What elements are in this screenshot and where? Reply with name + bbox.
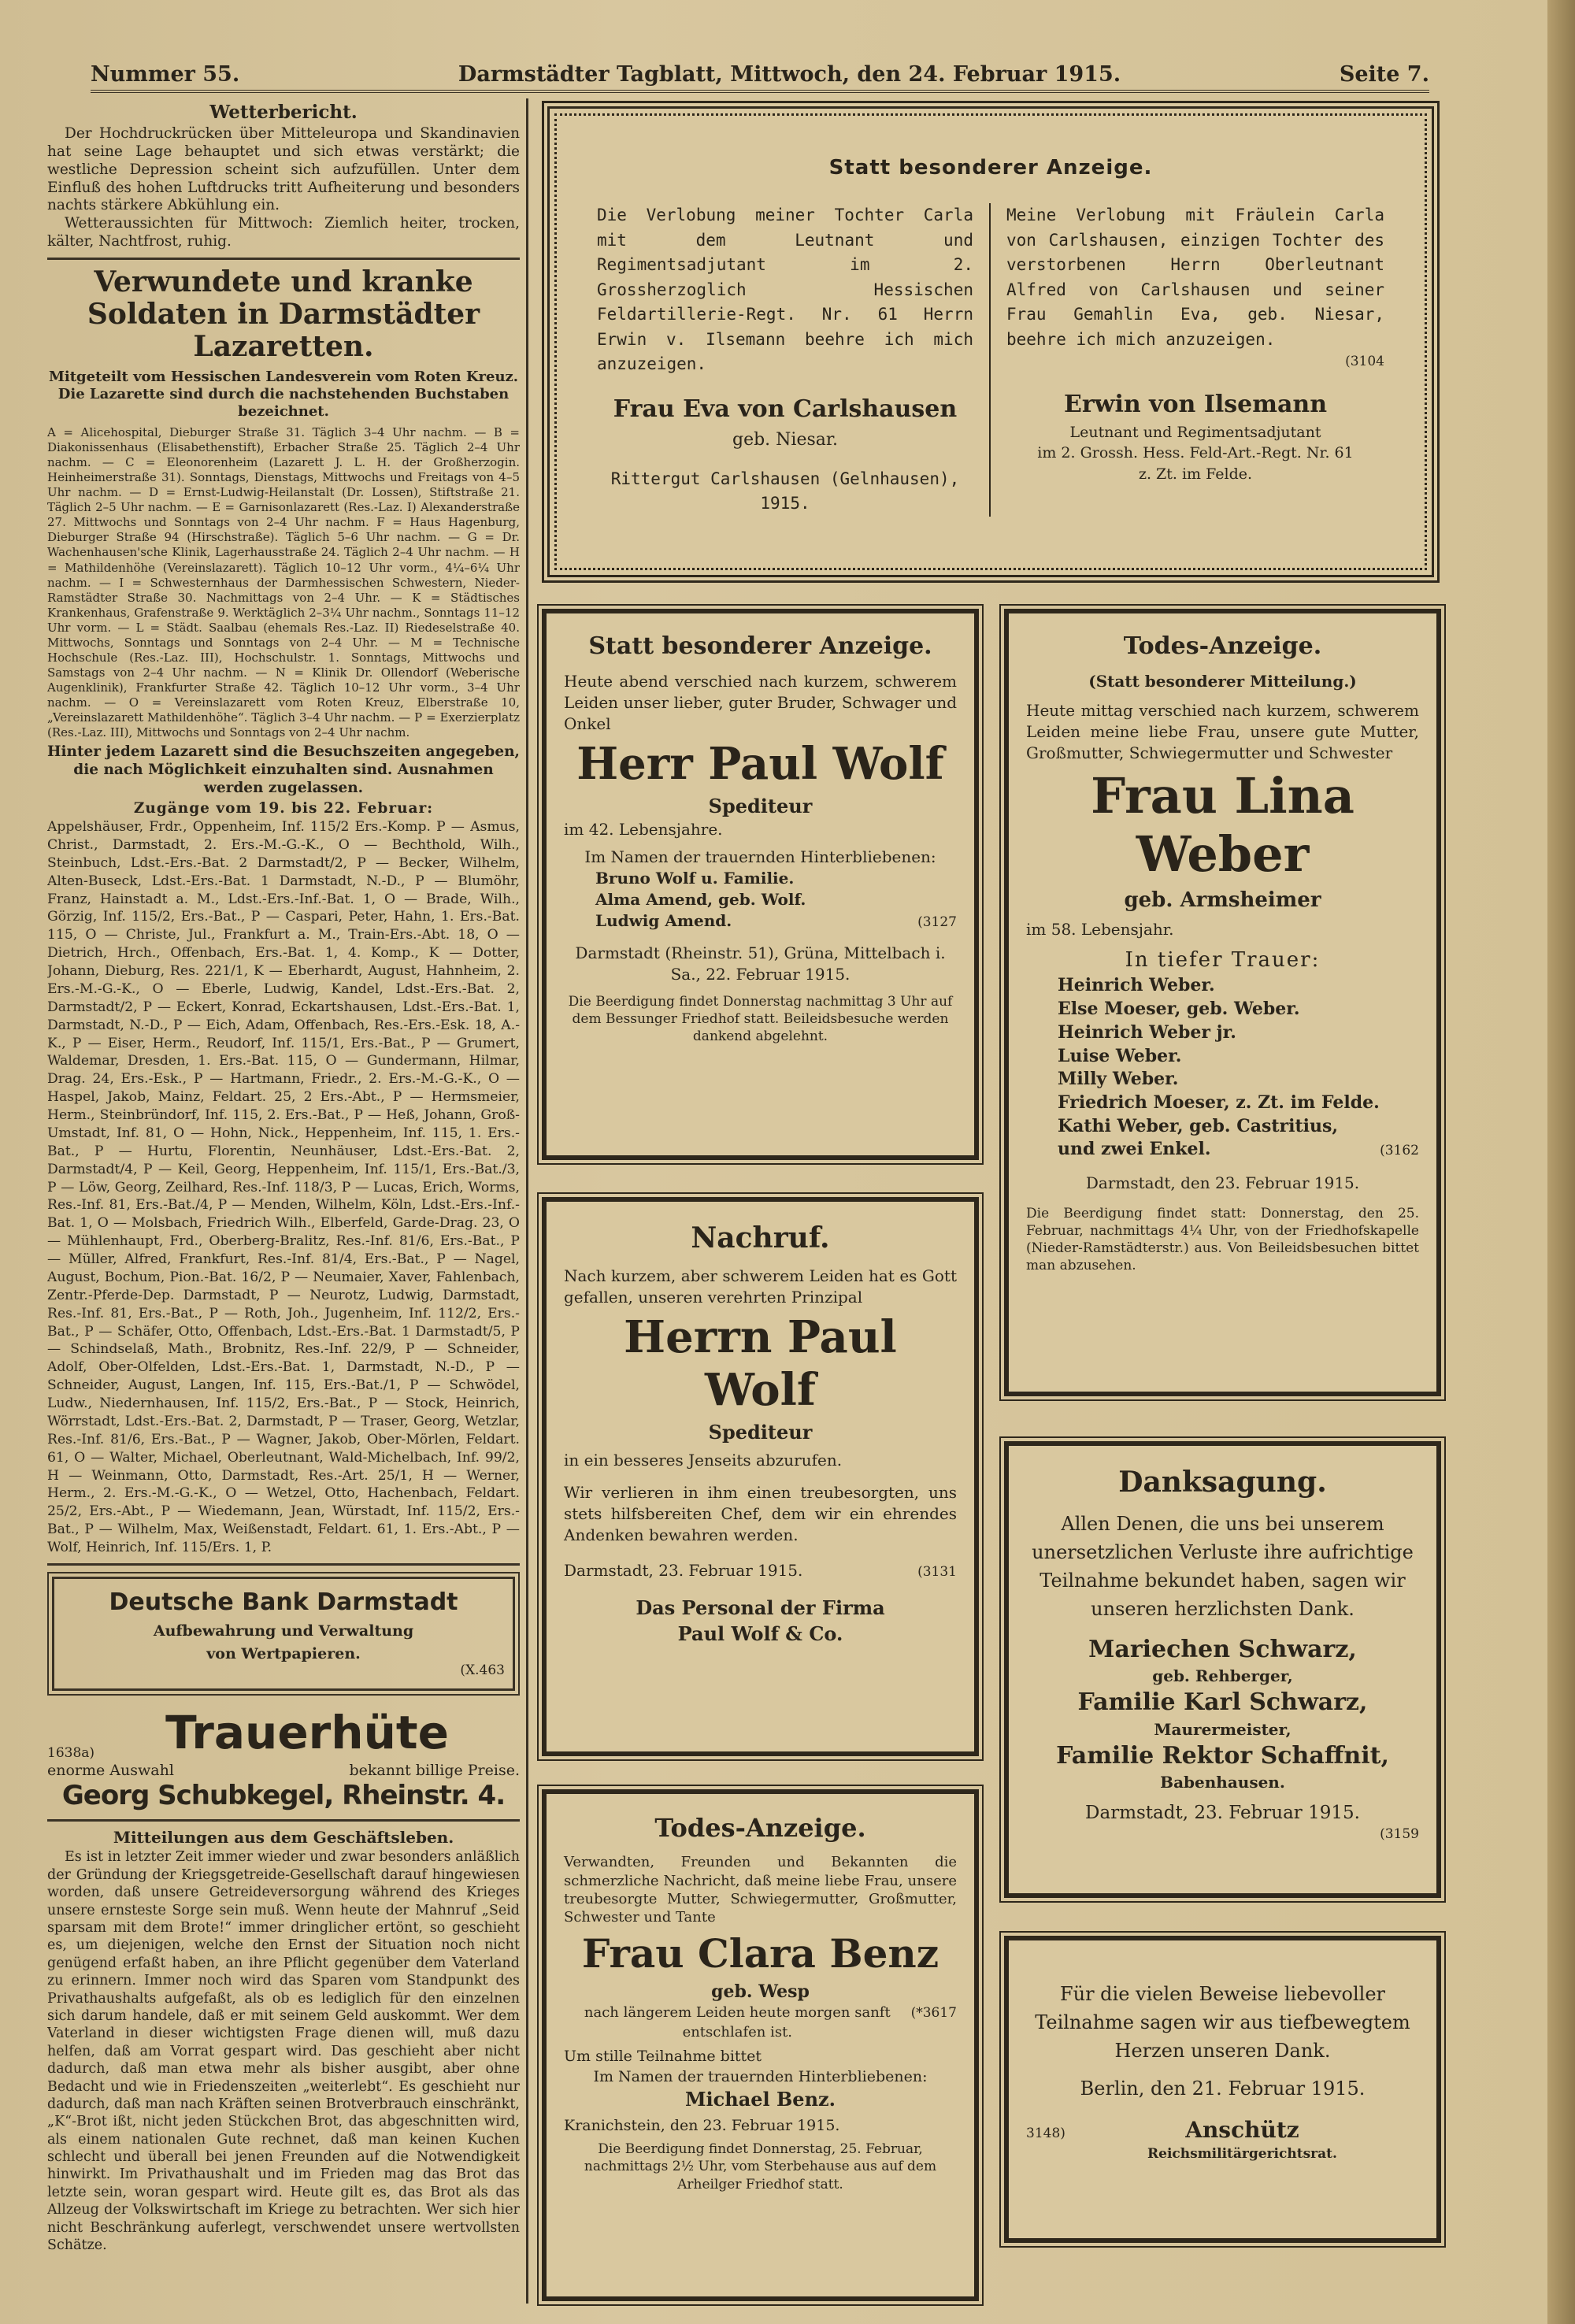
thanks-place: Darmstadt, 23. Februar 1915. bbox=[1085, 1803, 1360, 1824]
thanks-sig3b: Babenhausen. bbox=[1160, 1773, 1285, 1792]
column-divider bbox=[526, 98, 528, 2304]
nachruf-text: Wir verlieren in ihm einen treubesorgten, uns stets hilfsbereiten Chef, dem wir ein ehrendes Andenken bewahren werden. bbox=[564, 1483, 957, 1545]
anschuetz-text: Für die vielen Beweise liebevoller Teilnahme sagen wir aus tiefbewegtem Herzen unseren Dank. bbox=[1035, 1983, 1410, 2062]
engagement-left-place: Rittergut Carlshausen (Gelnhausen), 1915. bbox=[610, 469, 960, 513]
divider bbox=[47, 1563, 520, 1566]
hats-ref: 1638a) bbox=[47, 1744, 95, 1761]
hats-firm: Georg Schubkegel, Rheinstr. 4. bbox=[61, 1780, 506, 1812]
thanks-ref: (3159 bbox=[1380, 1826, 1419, 1843]
anschuetz-ref: 3148) bbox=[1026, 2126, 1065, 2142]
visiting-note: Hinter jedem Lazarett sind die Besuchszeiten angegeben, die nach Möglichkeit einzuhalten sind. Ausnahmen werden zugelassen. bbox=[47, 743, 520, 796]
anschuetz-thanks bbox=[1004, 1936, 1441, 2243]
nachruf-head: Nachruf. bbox=[691, 1221, 830, 1255]
weber-mourner-8: und zwei Enkel. bbox=[1058, 1139, 1211, 1160]
wolf-obituary bbox=[542, 1197, 979, 1756]
benz-funeral: Die Beerdigung findet Donnerstag, 25. Februar, nachmittags 2½ Uhr, vom Sterbehause aus auf dem Arheilger Friedhof statt. bbox=[584, 2141, 937, 2192]
page-number: Seite 7. bbox=[1339, 61, 1429, 87]
wolf-role: Spediteur bbox=[708, 794, 813, 817]
wolf-funeral: Die Beerdigung findet Donnerstag nachmittag 3 Uhr auf dem Bessunger Friedhof statt. Beileidsbesuche werden dankend abgelehnt. bbox=[568, 994, 953, 1045]
benz-mourner-1: Michael Benz. bbox=[684, 2088, 836, 2111]
wolf-age: im 42. Lebensjahre. bbox=[564, 820, 723, 840]
anschuetz-sig: Anschütz bbox=[1185, 2117, 1299, 2144]
business-title: Mitteilungen aus dem Geschäftsleben. bbox=[113, 1827, 454, 1847]
weber-mourner-3: Heinrich Weber jr. bbox=[1058, 1021, 1236, 1043]
issue-number: Nummer 55. bbox=[91, 61, 240, 87]
weber-mourning: In tiefer Trauer: bbox=[1125, 948, 1321, 973]
benz-born: geb. Wesp bbox=[711, 1981, 810, 2002]
thanks-sig2: Familie Karl Schwarz, bbox=[1077, 1688, 1368, 1717]
anschuetz-place: Berlin, den 21. Februar 1915. bbox=[1080, 2078, 1366, 2100]
benz-name: Frau Clara Benz bbox=[581, 1929, 939, 1977]
thanks-notice bbox=[1004, 1441, 1441, 1898]
hats-title: Trauerhüte bbox=[165, 1706, 449, 1760]
wolf-name: Herr Paul Wolf bbox=[576, 737, 944, 790]
weber-mourner-1: Heinrich Weber. bbox=[1058, 975, 1215, 996]
nachruf-place: Darmstadt, 23. Februar 1915. bbox=[564, 1561, 803, 1581]
weber-place: Darmstadt, den 23. Februar 1915. bbox=[1085, 1173, 1360, 1192]
weber-head: Todes-Anzeige. bbox=[1123, 632, 1322, 660]
page-edge bbox=[1547, 0, 1575, 2324]
wolf-death-notice bbox=[542, 609, 979, 1160]
weber-mourner-7: Kathi Weber, geb. Castritius, bbox=[1058, 1115, 1339, 1136]
thanks-head: Danksagung. bbox=[1118, 1466, 1327, 1499]
engagement-right bbox=[991, 203, 1400, 517]
weather-text: Der Hochdruckrücken über Mitteleuropa und Skandinavien hat seine Lage behauptet und sich etwas verstärkt; die westliche Depression scheint sich aufzufüllen. Unter dem Einfluß des hohen Luftdrucks tritt Aufheiterung und besonders nachts stärkere Abkühlung ein. bbox=[47, 125, 520, 214]
weber-death-notice bbox=[1004, 609, 1441, 1396]
business-text: Es ist in letzter Zeit immer wieder und zwar besonders anläßlich der Gründung der Kriegsgetreide-Gesellschaft darauf hingewiesen worden, daß unsere Getreideversorgung während des Krieges unsere ernsteste Sorge sein muß. Wenn heute der Mahnruf „Seid sparsam mit dem Brote!“ immer dringlicher ertönt, so geschieht es, um diejenigen, welche den Ernst der Situation noch nicht genügend erfaßt haben, an ihre Pflicht gegenüber dem Vaterland zu erinnern. Immer noch wird das Sparen vom Standpunkt des Privathaushalts aufgefaßt, als ob es lediglich für den einzelnen sich darum handele, daß er mit seinem Geld auskommt. Wer dem Vaterland in dieser wichtigsten Frage dienen will, muß dazu helfen, daß am Vorrat gespart wird. Das geschieht aber nicht dadurch, daß man etwa mehr als bisher ausgibt, aber ohne Bedacht und wie in Friedenszeiten „weiterlebt“. Es geschieht nur dadurch, daß man nach Kräften seinen Brotverbrauch einschränkt, „K“-Brot ißt, nicht jeden Stückchen Brot, das abgeschnitten wird, als einem nationalen Gute rechnet, daß man keinen Kuchen schlecht und überall bei jenen Freunden auf die Notwendigkeit hinwirkt. Im Privathaushalt und im Frieden mag das Brot das letzte sein, woran gespart wird. Heute gilt es, das Brot als das Allzeug der Volkswirtschaft im Kriege zu betrachten. Wer sich hier nicht Beschränkung auferlegt, verschwendet unsere wertvollsten Schätze. bbox=[47, 1849, 520, 2254]
engagement-right-text: Meine Verlobung mit Fräulein Carla von Carlshausen, einzigen Tochter des verstorbenen Herrn Oberleutnant Alfred von Carlshausen und seiner Frau Gemahlin Eva, geb. Niesar, beehre ich mich anzuzeigen. bbox=[1006, 206, 1384, 349]
engagement-right-ref: (3104 bbox=[1345, 354, 1384, 369]
bank-sub2: von Wertpapieren. bbox=[206, 1644, 361, 1662]
anschuetz-sig2: Reichsmilitärgerichtsrat. bbox=[1147, 2146, 1337, 2163]
nachruf-sig1: Das Personal der Firma bbox=[636, 1596, 885, 1620]
weber-age: im 58. Lebensjahr. bbox=[1026, 920, 1174, 940]
arrivals-list: Appelshäuser, Frdr., Oppenheim, Inf. 115/2 Ers.-Komp. P — Asmus, Christ., Darmstadt, 2. Ers.-M.-G.-K., O — Bechthold, Wilh., Steinbuch, Ldst.-Ers.-Bat. 2 Darmstadt/2, P — Becker, Wilhelm, Alten-Buseck, Ldst.-Ers.-Bat. 1 Darmstadt, N.-D., P — Blumöhr, Franz, Hainstadt a. M., Ldst.-Ers.-Inf.-Bat. 1, O — Brade, Wilh., Görzig, Inf. 115/2, Ers.-Bat., P — Caspari, Peter, Hahn, 1. Ers.-Bat. 115, O — Christe, Jul., Frankfurt a. M., Train-Ers.-Abt. 18, O — Dietrich, Hrch., Offenbach, Ers.-Bat. 1, 4. Komp., K — Dotter, Johann, Dieburg, Res. 221/1, K — Eberhardt, August, Hahnheim, 2. Ers.-M.-G.-K., O — Eberle, Ludwig, Kandel, Ldst.-Ers.-Bat. 2, Darmstadt/2, P — Eckert, Konrad, Eckartshausen, Ldst.-Ers.-Bat. 1, Darmstadt, N.-D., P — Eich, Adam, Offenbach, Res.-Ers.-Esk. 18, A.-K., P — Eiser, Herm., Reudorf, Inf. 115/1, Ers.-Bat., P — Grumert, Waldemar, Dresden, 1. Ers.-Bat. 115, O — Gundermann, Hilmar, Drag. 24, Ers.-Esk., P — Hartmann, Friedr., 2. Ers.-M.-G.-K., O — Haspel, Jakob, Mainz, Feldart. 25, 2 Ers.-Abt., P — Hermsmeier, Herm., Steinbründorf, Inf. 115, 2. Ers.-Bat., P — Heß, Johann, Groß-Umstadt, Inf. 81, O — Hohn, Nick., Heppenheim, Inf. 115, 1. Ers.-Bat., P — Hurtu, Florentin, Neunhäuser, Ldst.-Ers.-Bat. 2, Darmstadt/4, P — Keil, Georg, Heppenheim, Inf. 115/1, Ers.-Bat./3, P — Löw, Georg, Zeilhard, Res.-Inf. 118/3, P — Lucas, Erich, Worms, Res.-Inf. 81, Ers.-Bat./4, P — Menden, Wilhelm, Köln, Ldst.-Ers.-Inf.-Bat. 1, O — Molsbach, Friedrich Wilh., Elberfeld, Garde-Drag. 23, O — Mühlenhaupt, Frd., Oberberg-Bralitz, Res.-Inf. 81/6, Ers.-Bat., P — Müller, Alfred, Frankfurt, Res.-Inf. 81/4, Ers.-Bat., P — Nagel, August, Bochum, Pion.-Bat. 16/2, P — Neumaier, Xaver, Fahlenbach, Zentr.-Pferde-Dep. Darmstadt, P — Neurotz, Ludwig, Darmstadt, Res.-Inf. 81, Ers.-Bat., P — Roth, Joh., Jugenheim, Inf. 112/2, Ers.-Bat., P — Schäfer, Otto, Offenbach, Ldst.-Ers.-Bat. 1 Darmstadt/5, P — Schindselaß, Math., Brobnitz, Res.-Inf. 22/9, P — Schneider, Adolf, Ober-Olfelden, Ldst.-Ers.-Bat. 1, Darmstadt, N.-D., P — Schneider, August, Langen, Inf. 115, Ers.-Bat./1, P — Schwödel, Ludw., Niedernhausen, Inf. 115/2, Ers.-Bat., P — Stock, Heinrich, Wörrstadt, Ldst.-Ers.-Bat. 2, Darmstadt, P — Traser, Georg, Wetzlar, Res.-Inf. 81/6, Ers.-Bat., P — Wagner, Jakob, Ober-Mörlen, Feldart. 61, O — Walter, Michael, Oberleutnant, Wald-Michelbach, Inf. 99/2, H — Weinmann, Otto, Darmstadt, Res.-Art. 25/1, H — Werner, Herm., 2. Ers.-M.-G.-K., O — Wetzel, Otto, Hachenbach, Feldart. 25/2, Ers.-Abt., P — Wiedemann, Jean, Würstadt, Inf. 115/2, Ers.-Bat., P — Wilhelm, Max, Weißenstadt, Feldart. 61, 1. Ers.-Abt., P — Wolf, Heinrich, Inf. 115/Ers. 1, P. bbox=[47, 819, 520, 1556]
page-header bbox=[91, 61, 1429, 93]
weber-born: geb. Armsheimer bbox=[1124, 888, 1321, 913]
thanks-sig1b: geb. Rehberger, bbox=[1152, 1666, 1293, 1686]
divider bbox=[47, 258, 520, 260]
soldiers-subtitle: Mitgeteilt vom Hessischen Landesverein vom Roten Kreuz. Die Lazarette sind durch die nachstehenden Buchstaben bezeichnet. bbox=[48, 368, 519, 420]
hats-right: bekannt billige Preise. bbox=[349, 1761, 520, 1779]
wolf-ref: (3127 bbox=[917, 914, 957, 931]
nachruf-name: Herrn Paul Wolf bbox=[624, 1310, 897, 1416]
weber-mourner-2: Else Moeser, geb. Weber. bbox=[1058, 999, 1300, 1020]
weber-name: Frau Lina Weber bbox=[1091, 766, 1354, 883]
arrivals-title: Zugänge vom 19. bis 22. Februar: bbox=[133, 800, 434, 817]
benz-text: nach längerem Leiden heute morgen sanft entschlafen ist. bbox=[584, 2004, 891, 2040]
nachruf-ref: (3131 bbox=[917, 1564, 957, 1581]
nachruf-role: Spediteur bbox=[708, 1420, 813, 1444]
weber-sub: (Statt besonderer Mitteilung.) bbox=[1088, 671, 1357, 691]
engagement-right-sig3: im 2. Grossh. Hess. Feld-Art.-Regt. Nr. 61 bbox=[1037, 444, 1354, 462]
benz-death-notice bbox=[542, 1789, 979, 2301]
weber-mourner-5: Milly Weber. bbox=[1058, 1069, 1179, 1090]
thanks-sig1: Mariechen Schwarz, bbox=[1088, 1635, 1357, 1663]
engagement-right-sig2: Leutnant und Regimentsadjutant bbox=[1069, 423, 1321, 441]
weber-mourner-6: Friedrich Moeser, z. Zt. im Felde. bbox=[1058, 1092, 1380, 1113]
wolf-mourner-3: Ludwig Amend. bbox=[595, 911, 732, 931]
engagement-left bbox=[581, 203, 991, 517]
engagement-right-sig: Erwin von Ilsemann bbox=[1063, 390, 1328, 418]
wolf-place: Darmstadt (Rheinstr. 51), Grüna, Mittelbach i. Sa., 22. Februar 1915. bbox=[575, 943, 946, 984]
weather-forecast: Wetteraussichten für Mittwoch: Ziemlich heiter, trocken, kälter, Nachtfrost, ruhig. bbox=[47, 215, 520, 250]
wolf-mourner-2: Alma Amend, geb. Wolf. bbox=[595, 890, 806, 910]
benz-quiet: Um stille Teilnahme bittet bbox=[564, 2048, 762, 2066]
benz-intro: Verwandten, Freunden und Bekannten die schmerzliche Nachricht, daß meine liebe Frau, unsere treubesorgte Mutter, Schwiegermutter, Großmutter, Schwester und Tante bbox=[564, 1854, 957, 1926]
engagement-head: Statt besonderer Anzeige. bbox=[828, 156, 1153, 180]
hospital-legend: A = Alicehospital, Dieburger Straße 31. Täglich 3–4 Uhr nachm. — B = Diakonissenhaus (Elisabethenstift), Erbacher Straße 25. Täglich 2–4 Uhr nachm. — C = Eleonorenheim (Lazarett J. L. H. der Großherzogin. Heinheimerstraße 31). Sonntags, Dienstags, Mittwochs und Freitags von 4–5 Uhr nachm. — D = Ernst-Ludwig-Heilanstalt (Dr. Lossen), Stiftstraße 21. Täglich 2–5 Uhr nachm. — E = Garnisonlazarett (Res.-Laz. I) Alexanderstraße 27. Mittwochs und Sonntags von 2–4 Uhr nachm. F = Haus Hagenburg, Dieburger Straße 94 (Hirschstraße). Täglich 5–6 Uhr nachm. — G = Dr. Wachenhausen'sche Klinik, Lagerhausstraße 24. Täglich 2–4 Uhr nachm. — H = Mathildenhöhe (Vereinslazarett). Täglich 10–12 Uhr vorm., 4¼–6¼ Uhr nachm. — I = Schwesternhaus der Darmhessischen Schwestern, Nieder-Ramstädter Straße 30. Nachmittags von 2–4 Uhr. — K = Städtisches Krankenhaus, Grafenstraße 9. Werktäglich 2–3¼ Uhr nachm., Sonntags 11–12 Uhr vorm. — L = Städt. Saalbau (ehemals Res.-Laz. II) Riedeselstraße 40. Mittwochs, Sonntags und Sonntags von 2–4 Uhr. — M = Technische Hochschule (Res.-Laz. III), Hochschulstr. 1. Sonntags, Mittwochs und Samstags von 2–4 Uhr nachm. — N = Klinik Dr. Ollendorf (Weberische Augenklinik), Frankfurter Straße 42. Täglich 10–12 Uhr vorm., 3–4 Uhr nachm. — O = Vereinslazarett vom Roten Kreuz, Elberstraße 10, „Vereinslazarett Mathildenhöhe“. Täglich 3–4 Uhr nachm. — P = Exerzierplatz (Res.-Laz. III), Mittwochs und Sonntags von 2–4 Uhr nachm. bbox=[47, 425, 520, 740]
engagement-left-text: Die Verlobung meiner Tochter Carla mit dem Leutnant und Regimentsadjutant im 2. Grossherzoglich Hessischen Feldartillerie-Regt. Nr. 61 Herrn Erwin v. Ilsemann beehre ich mich anzuzeigen. bbox=[597, 206, 973, 373]
benz-mourners-intro: Im Namen der trauernden Hinterbliebenen: bbox=[593, 2067, 928, 2085]
nachruf-sig2: Paul Wolf & Co. bbox=[677, 1622, 843, 1645]
engagement-left-sig2: geb. Niesar. bbox=[732, 429, 838, 450]
divider bbox=[47, 1819, 520, 1822]
bank-ad bbox=[52, 1577, 515, 1691]
thanks-sig2b: Maurermeister, bbox=[1154, 1719, 1292, 1739]
wolf-mourner-1: Bruno Wolf u. Familie. bbox=[595, 869, 795, 888]
wolf-head: Statt besonderer Anzeige. bbox=[588, 632, 932, 660]
wolf-mourners-intro: Im Namen der trauernden Hinterbliebenen: bbox=[584, 847, 936, 867]
weber-funeral: Die Beerdigung findet statt: Donnerstag, den 25. Februar, nachmittags 4¼ Uhr, von der Friedhofskapelle (Nieder-Ramstädterstr.) aus. Von Beileidsbesuchen bittet man abzusehen. bbox=[1026, 1205, 1419, 1274]
benz-head: Todes-Anzeige. bbox=[654, 1813, 866, 1843]
weber-mourner-4: Luise Weber. bbox=[1058, 1045, 1182, 1066]
hats-ad bbox=[47, 1697, 520, 1813]
hats-left: enorme Auswahl bbox=[47, 1761, 174, 1779]
left-column bbox=[47, 98, 520, 2304]
bank-sub1: Aufbewahrung und Verwaltung bbox=[153, 1622, 414, 1640]
thanks-text: Allen Denen, die uns bei unserem unersetzlichen Verluste ihre aufrichtige Teilnahme bekundet haben, sagen wir unseren herzlichsten Dank. bbox=[1032, 1512, 1414, 1620]
thanks-sig3: Familie Rektor Schaffnit, bbox=[1056, 1741, 1389, 1770]
soldiers-title: Verwundete und kranke Soldaten in Darmstädter Lazaretten. bbox=[87, 265, 480, 364]
weber-intro: Heute mittag verschied nach kurzem, schwerem Leiden meine liebe Frau, unsere gute Mutter, Großmutter, Schwiegermutter und Schwester bbox=[1026, 700, 1419, 762]
bank-ref: (X.463 bbox=[460, 1662, 505, 1679]
nachruf-intro: Nach kurzem, aber schwerem Leiden hat es Gott gefallen, unseren verehrten Prinzipal bbox=[564, 1266, 957, 1307]
engagement-left-sig: Frau Eva von Carlshausen bbox=[613, 395, 958, 423]
weber-ref: (3162 bbox=[1380, 1143, 1419, 1159]
engagement-right-sig4: z. Zt. im Felde. bbox=[1138, 465, 1253, 483]
wolf-intro: Heute abend verschied nach kurzem, schwerem Leiden unser lieber, guter Bruder, Schwager und Onkel bbox=[564, 671, 957, 733]
nachruf-sub: in ein besseres Jenseits abzurufen. bbox=[564, 1451, 843, 1470]
engagement-ad bbox=[542, 101, 1440, 583]
benz-ref: (*3617 bbox=[910, 2005, 957, 2022]
benz-place: Kranichstein, den 23. Februar 1915. bbox=[564, 2116, 840, 2134]
bank-name: Deutsche Bank Darmstadt bbox=[109, 1588, 458, 1616]
masthead: Darmstädter Tagblatt, Mittwoch, den 24. Februar 1915. bbox=[458, 61, 1121, 87]
weather-title: Wetterbericht. bbox=[209, 102, 358, 123]
